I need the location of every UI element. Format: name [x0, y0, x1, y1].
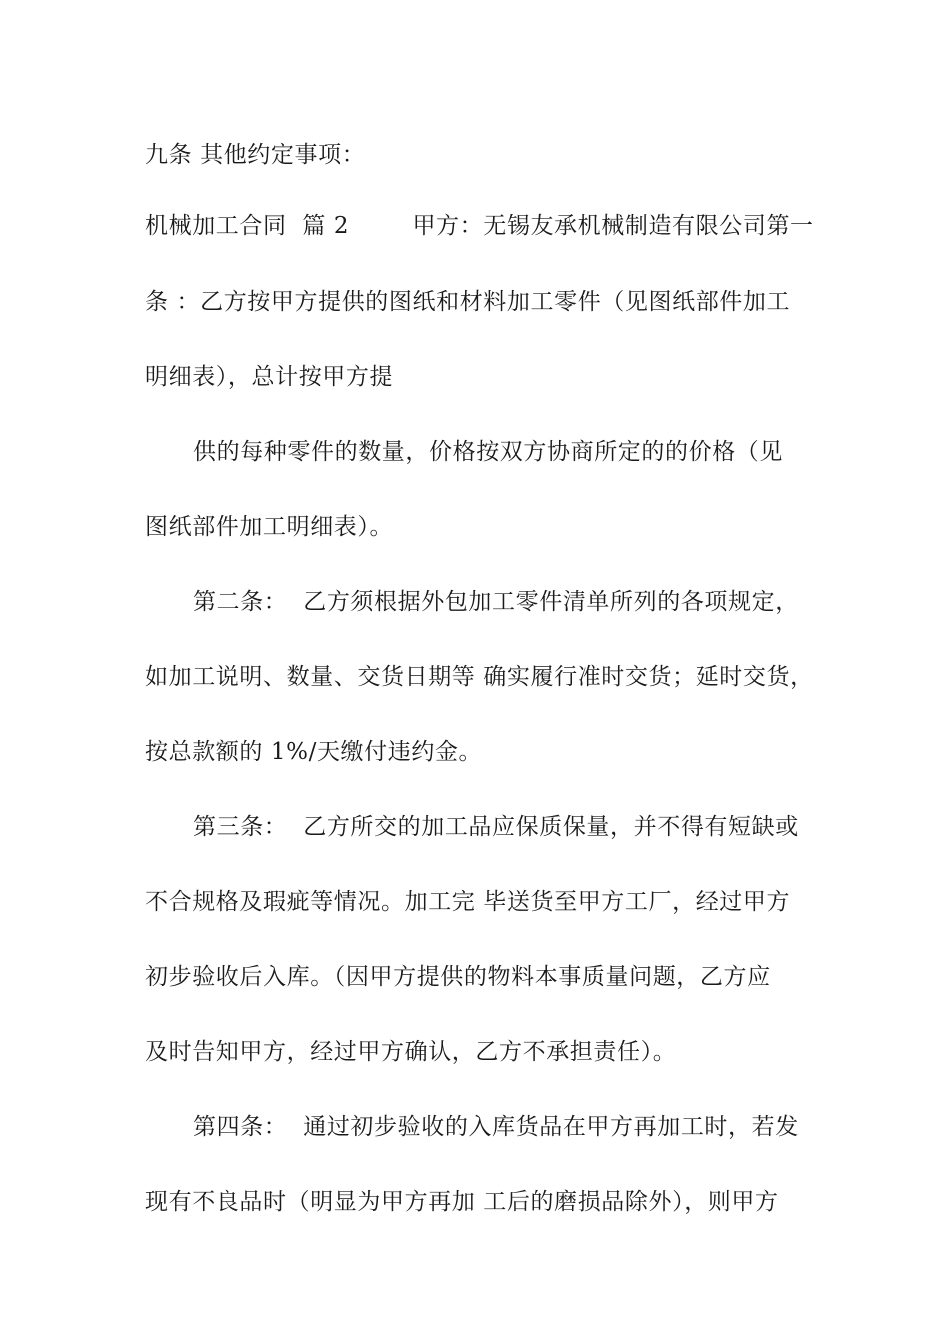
text-line: 初步验收后入库。（因甲方提供的物料本事质量问题，乙方应	[145, 964, 771, 990]
text-line: 不合规格及瑕疵等情况。加工完 毕送货至甲方工厂，经过甲方	[145, 889, 791, 915]
text-line: 明细表），总计按甲方提	[145, 364, 394, 390]
text-line: 现有不良品时（明显为甲方再加 工后的磨损品除外），则甲方	[145, 1189, 779, 1215]
text-line: 条 ：乙方按甲方提供的图纸和材料加工零件（见图纸部件加工	[145, 289, 791, 315]
text-line: 九条 其他约定事项：	[145, 142, 366, 168]
text-line: 图纸部件加工明细表）。	[145, 514, 394, 540]
text-line: 如加工说明、数量、交货日期等 确实履行准时交货；延时交货，	[145, 664, 814, 690]
text-line: 供的每种零件的数量，价格按双方协商所定的的价格（见	[193, 439, 783, 465]
text-line: 机械加工合同 篇 2 甲方：无锡友承机械制造有限公司第一	[145, 213, 814, 239]
text-line: 及时告知甲方，经过甲方确认，乙方不承担责任）。	[145, 1039, 677, 1065]
text-line: 第四条： 通过初步验收的入库货品在甲方再加工时，若发	[193, 1114, 799, 1140]
text-line: 第三条： 乙方所交的加工品应保质保量，并不得有短缺或	[193, 814, 799, 840]
text-line: 第二条： 乙方须根据外包加工零件清单所列的各项规定，	[193, 589, 799, 615]
text-line: 按总款额的 1%/天缴付违约金。	[145, 739, 483, 765]
